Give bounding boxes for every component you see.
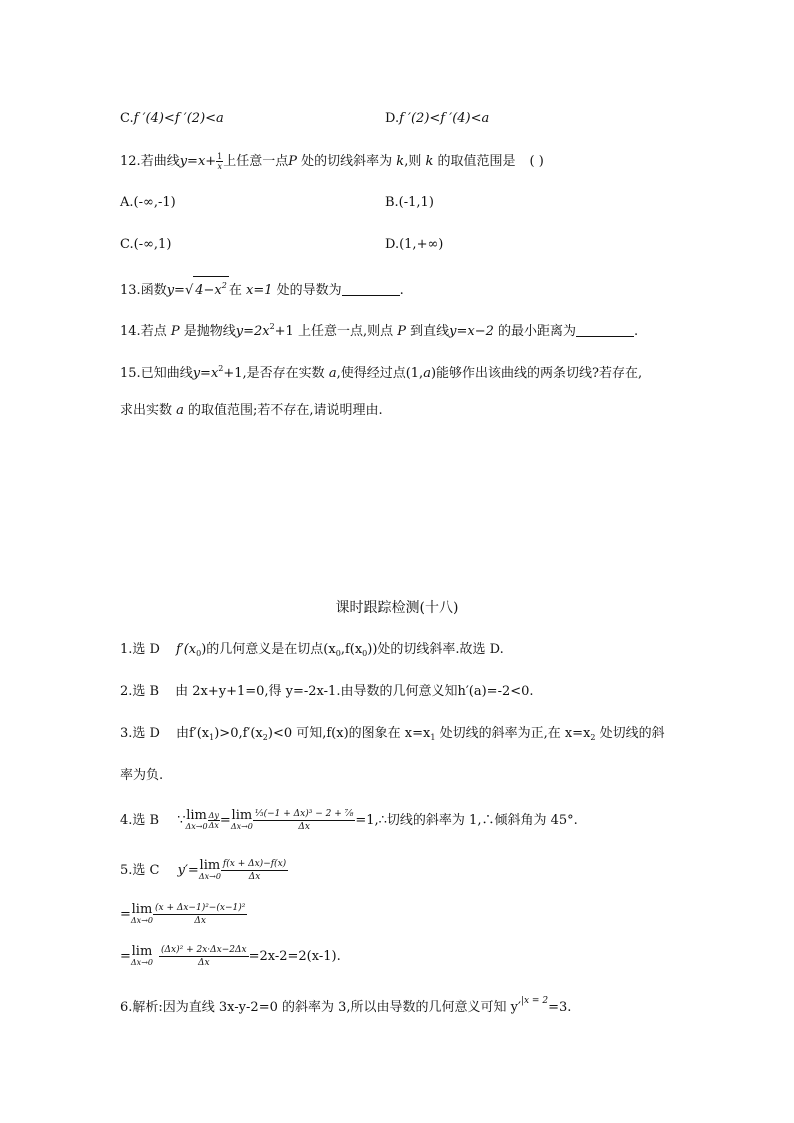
answer-lead: 3.选 D — [120, 726, 160, 741]
q11-option-d — [385, 110, 489, 128]
answer-6 — [120, 992, 571, 1017]
answer-text: ,f(x — [340, 642, 363, 657]
question-13 — [120, 276, 404, 300]
line-expression: y=x−2 — [449, 324, 494, 339]
fraction-numerator: ⅓(−1 + Δx)³ − 2 + ⅞ — [254, 809, 354, 819]
period: . — [399, 283, 404, 298]
limit-word: lim — [199, 857, 221, 873]
derivative-symbol: y′= — [177, 863, 199, 878]
question-15 — [120, 360, 642, 383]
sqrt-symbol: √ — [184, 283, 194, 298]
sqrt-radicand — [193, 276, 229, 300]
stem-text: ,则 — [404, 154, 426, 169]
question-12 — [120, 152, 544, 171]
curve-expression: +1 — [274, 324, 294, 339]
stem-text: 若点 — [140, 324, 171, 339]
question-15-line-2 — [120, 402, 383, 420]
fraction-numerator: (Δx)² + 2x·Δx−2Δx — [161, 945, 247, 955]
evaluation-condition: |x = 2 — [520, 996, 549, 1006]
fraction-denominator: Δx — [194, 916, 206, 926]
exponent: 2 — [269, 322, 275, 331]
point-symbol: P — [397, 324, 406, 339]
radicand-text: 4−x — [195, 283, 222, 298]
stem-text: 的最小距离为 — [493, 324, 576, 339]
answer-paren: ( ) — [529, 154, 544, 169]
limit-subscript: Δx→0 — [130, 957, 153, 967]
stem-text: 求出实数 — [120, 403, 177, 418]
fraction-numerator: Δy — [208, 811, 219, 820]
fraction-denominator: Δx — [208, 821, 219, 830]
answer-text: 处切线的斜 — [595, 726, 665, 741]
fraction — [208, 811, 220, 830]
because-symbol: ∵ — [177, 813, 186, 828]
stem-text: 的取值范围;若不存在,请说明理由. — [183, 403, 383, 418]
limit — [198, 857, 221, 882]
fraction — [153, 902, 247, 927]
option-expression: f ′(4)<f ′(2)<a — [133, 111, 224, 126]
question-number: 15. — [120, 366, 141, 381]
answer-5-line-3 — [120, 944, 341, 969]
stem-text: 上任意一点,则点 — [293, 324, 398, 339]
curve-expression: +1, — [223, 366, 247, 381]
fraction-denominator: Δx — [298, 822, 310, 832]
point-symbol: P — [170, 324, 180, 339]
stem-text: 处的导数为 — [272, 283, 342, 298]
q11-option-c — [120, 110, 224, 128]
fraction-denominator: x — [217, 162, 222, 171]
answer-blank — [576, 324, 634, 337]
stem-text: 在 — [228, 283, 246, 298]
question-number: 12. — [120, 154, 141, 169]
limit-subscript: Δx→0 — [198, 871, 221, 881]
variable: a — [328, 366, 337, 381]
q12-option-b: B.(-1,1) — [385, 195, 434, 210]
variable: k — [396, 154, 405, 169]
answer-5 — [120, 858, 288, 883]
fraction — [159, 944, 249, 969]
exponent: 2 — [218, 364, 224, 373]
limit-word: lim — [131, 901, 153, 917]
answer-text: =3. — [548, 1000, 572, 1015]
limit — [185, 807, 208, 832]
answer-lead: 4.选 B — [120, 813, 160, 828]
option-label: D. — [385, 111, 400, 126]
stem-text: )能够作出该曲线的两条切线?若存在, — [430, 366, 643, 381]
stem-text: 的取值范围是 — [433, 154, 516, 169]
subscript: 0 — [335, 649, 341, 658]
subscript: 1 — [430, 733, 436, 742]
answer-blank — [342, 283, 400, 296]
variable: a — [176, 403, 184, 418]
q12-option-c: C.(-∞,1) — [120, 237, 172, 252]
answer-lead: 2.选 B — [120, 684, 160, 699]
question-number: 13. — [120, 283, 141, 298]
subscript: 0 — [362, 649, 368, 658]
variable: k — [425, 154, 434, 169]
subscript: 2 — [590, 733, 596, 742]
answer-2 — [120, 683, 534, 701]
answer-text: 6.解析:因为直线 3x-y-2=0 的斜率为 3,所以由导数的几何意义可知 y′ — [120, 1000, 521, 1015]
equals: = — [120, 949, 131, 964]
stem-text: 是抛物线 — [179, 324, 236, 339]
answer-3-line-2: 率为负. — [120, 768, 164, 783]
answer-4 — [120, 808, 578, 833]
curve-expression: y=x — [192, 366, 219, 381]
curve-expression: y=x+ — [179, 154, 217, 169]
point-symbol: P — [288, 154, 298, 169]
answer-text: )>0,f′(x — [214, 726, 263, 741]
stem-text: 函数 — [140, 283, 167, 298]
answer-3 — [120, 725, 665, 747]
limit-word: lim — [186, 807, 207, 823]
equals: = — [219, 813, 231, 828]
fraction-denominator: Δx — [197, 958, 210, 968]
question-14 — [120, 318, 638, 341]
section-title: 课时跟踪检测(十八) — [335, 600, 459, 616]
answer-text: 处切线的斜率为正,在 x=x — [435, 726, 591, 741]
stem-text: ,使得经过点(1, — [336, 366, 424, 381]
limit-subscript: Δx→0 — [230, 821, 253, 831]
stem-text: 上任意一点 — [223, 154, 289, 169]
point-value: x=1 — [245, 283, 273, 298]
answer-lead: 1.选 D — [120, 642, 160, 657]
limit-subscript: Δx→0 — [185, 821, 208, 831]
subscript: 0 — [196, 649, 202, 658]
fraction-numerator: (x + Δx−1)²−(x−1)² — [155, 903, 246, 913]
limit-word: lim — [231, 807, 253, 823]
stem-text: 处的切线斜率为 — [297, 154, 397, 169]
fraction-numerator: 1 — [217, 152, 223, 161]
equals: = — [120, 907, 131, 922]
answer-lead: 5.选 C — [120, 863, 160, 878]
expression: f′(x — [175, 642, 197, 657]
curve-expression: y=2x — [235, 324, 270, 339]
subscript: 1 — [209, 733, 215, 742]
limit-word: lim — [131, 943, 153, 959]
stem-text: 是否存在实数 — [246, 366, 329, 381]
exponent: 2 — [221, 281, 227, 290]
q12-option-a: A.(-∞,-1) — [120, 195, 176, 210]
answer-1 — [120, 641, 504, 663]
answer-5-line-2 — [120, 902, 247, 927]
fraction — [253, 808, 355, 833]
answer-text: )<0 可知,f(x)的图象在 x=x — [267, 726, 431, 741]
limit — [230, 807, 253, 832]
limit-subscript: Δx→0 — [130, 915, 153, 925]
question-number: 14. — [120, 324, 141, 339]
stem-text: 到直线 — [405, 324, 450, 339]
answer-text: =2x-2=2(x-1). — [248, 949, 341, 964]
limit — [130, 943, 153, 968]
answer-text: 由 2x+y+1=0,得 y=-2x-1.由导数的几何意义知h′(a)=-2<0. — [175, 684, 534, 699]
stem-text: 已知曲线 — [140, 366, 193, 381]
period: . — [634, 324, 639, 339]
fraction-numerator: f(x + Δx)−f(x) — [222, 859, 287, 869]
option-label: C. — [120, 111, 134, 126]
answer-text: 由f′(x — [175, 726, 210, 741]
variable: a — [423, 366, 431, 381]
answer-text: =1,∴切线的斜率为 1,∴倾斜角为 45°. — [355, 813, 578, 828]
option-expression: f ′(2)<f ′(4)<a — [399, 111, 490, 126]
function-name: y= — [166, 283, 185, 298]
answer-text: )的几何意义是在切点(x — [201, 642, 336, 657]
q12-option-d: D.(1,+∞) — [385, 237, 444, 252]
subscript: 2 — [262, 733, 268, 742]
limit — [130, 901, 153, 926]
stem-text: 若曲线 — [140, 154, 180, 169]
fraction — [221, 858, 288, 883]
fraction-denominator: Δx — [248, 872, 261, 882]
answer-text: ))处的切线斜率.故选 D. — [367, 642, 504, 657]
